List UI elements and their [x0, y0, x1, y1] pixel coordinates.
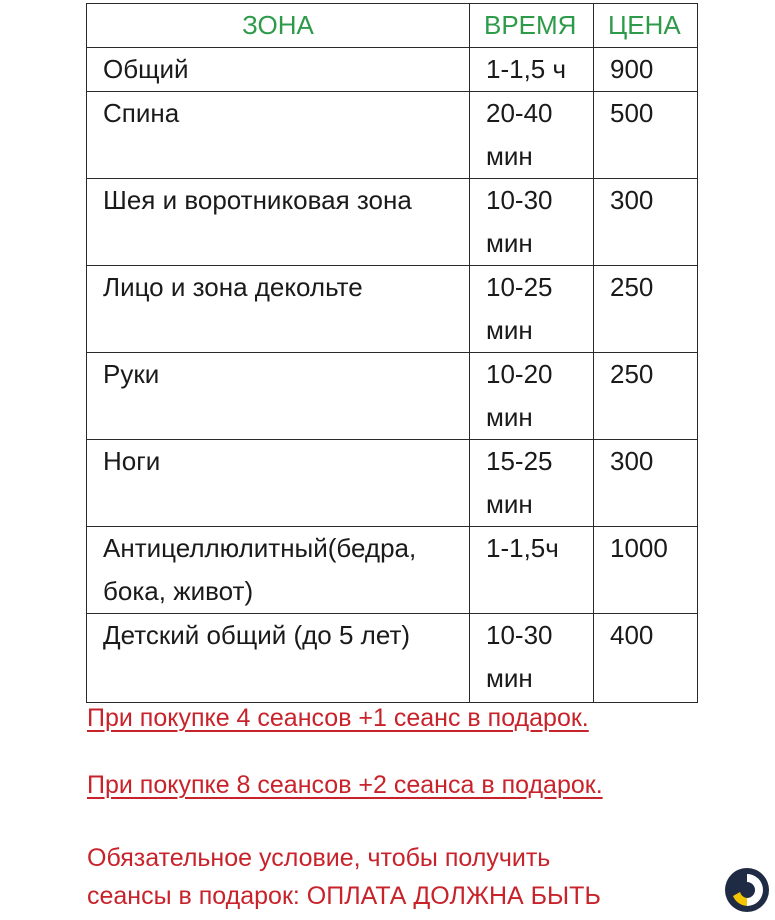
zone-line: Ноги — [103, 446, 161, 476]
price-table — [86, 3, 698, 703]
time-line: 1-1,5ч — [486, 533, 559, 563]
zone-line: Лицо и зона декольте — [103, 272, 363, 302]
time-line: 10-30 — [486, 185, 553, 215]
zone-line: Шея и воротниковая зона — [103, 185, 412, 215]
table-row — [87, 179, 698, 266]
header-zone: ЗОНА — [87, 4, 470, 48]
promo-eight-sessions: При покупке 8 сеансов +2 сеанса в подарок. — [87, 771, 603, 799]
cell-zone — [87, 440, 470, 527]
condition-line-2: сеансы в подарок: ОПЛАТА ДОЛЖНА БЫТЬ — [87, 882, 601, 910]
gift-condition — [87, 839, 727, 915]
cell-time — [470, 527, 594, 614]
table-row — [87, 48, 698, 92]
header-price: ЦЕНА — [594, 4, 698, 48]
zone-line: Детский общий (до 5 лет) — [103, 620, 411, 650]
cell-price: 300 — [594, 440, 698, 527]
cell-price: 250 — [594, 266, 698, 353]
time-unit: мин — [486, 228, 533, 258]
brand-logo-icon — [723, 866, 771, 914]
condition-line-1: Обязательное условие, чтобы получить — [87, 844, 551, 872]
table-row — [87, 353, 698, 440]
zone-line: Руки — [103, 359, 160, 389]
cell-time — [470, 48, 594, 92]
time-unit: мин — [486, 141, 533, 171]
cell-time — [470, 92, 594, 179]
cell-price: 300 — [594, 179, 698, 266]
time-line: 1-1,5 ч — [486, 54, 567, 84]
cell-time — [470, 440, 594, 527]
zone-line: бока, живот) — [103, 576, 254, 606]
cell-time — [470, 179, 594, 266]
header-time: ВРЕМЯ — [470, 4, 594, 48]
table-row — [87, 266, 698, 353]
cell-zone — [87, 48, 470, 92]
cell-zone — [87, 614, 470, 703]
cell-zone — [87, 92, 470, 179]
time-unit: мин — [486, 402, 533, 432]
cell-zone — [87, 266, 470, 353]
cell-price: 400 — [594, 614, 698, 703]
cell-zone — [87, 527, 470, 614]
table-row — [87, 614, 698, 703]
time-unit: мин — [486, 489, 533, 519]
time-line: 10-25 — [486, 272, 553, 302]
table-row — [87, 440, 698, 527]
cell-zone — [87, 353, 470, 440]
table-header-row — [87, 4, 698, 48]
promo-four-sessions: При покупке 4 сеансов +1 сеанс в подарок. — [87, 704, 589, 732]
cell-time — [470, 266, 594, 353]
zone-line: Спина — [103, 98, 180, 128]
table-row — [87, 527, 698, 614]
time-line: 15-25 — [486, 446, 553, 476]
zone-line: Антицеллюлитный(бедра, — [103, 533, 417, 563]
cell-price: 500 — [594, 92, 698, 179]
time-unit: мин — [486, 663, 533, 693]
cell-price: 250 — [594, 353, 698, 440]
cell-price: 1000 — [594, 527, 698, 614]
time-line: 10-20 — [486, 359, 553, 389]
time-unit: мин — [486, 315, 533, 345]
time-line: 20-40 — [486, 98, 553, 128]
time-line: 10-30 — [486, 620, 553, 650]
cell-time — [470, 353, 594, 440]
zone-line: Общий — [103, 54, 189, 84]
cell-time — [470, 614, 594, 703]
cell-zone — [87, 179, 470, 266]
cell-price: 900 — [594, 48, 698, 92]
table-row — [87, 92, 698, 179]
